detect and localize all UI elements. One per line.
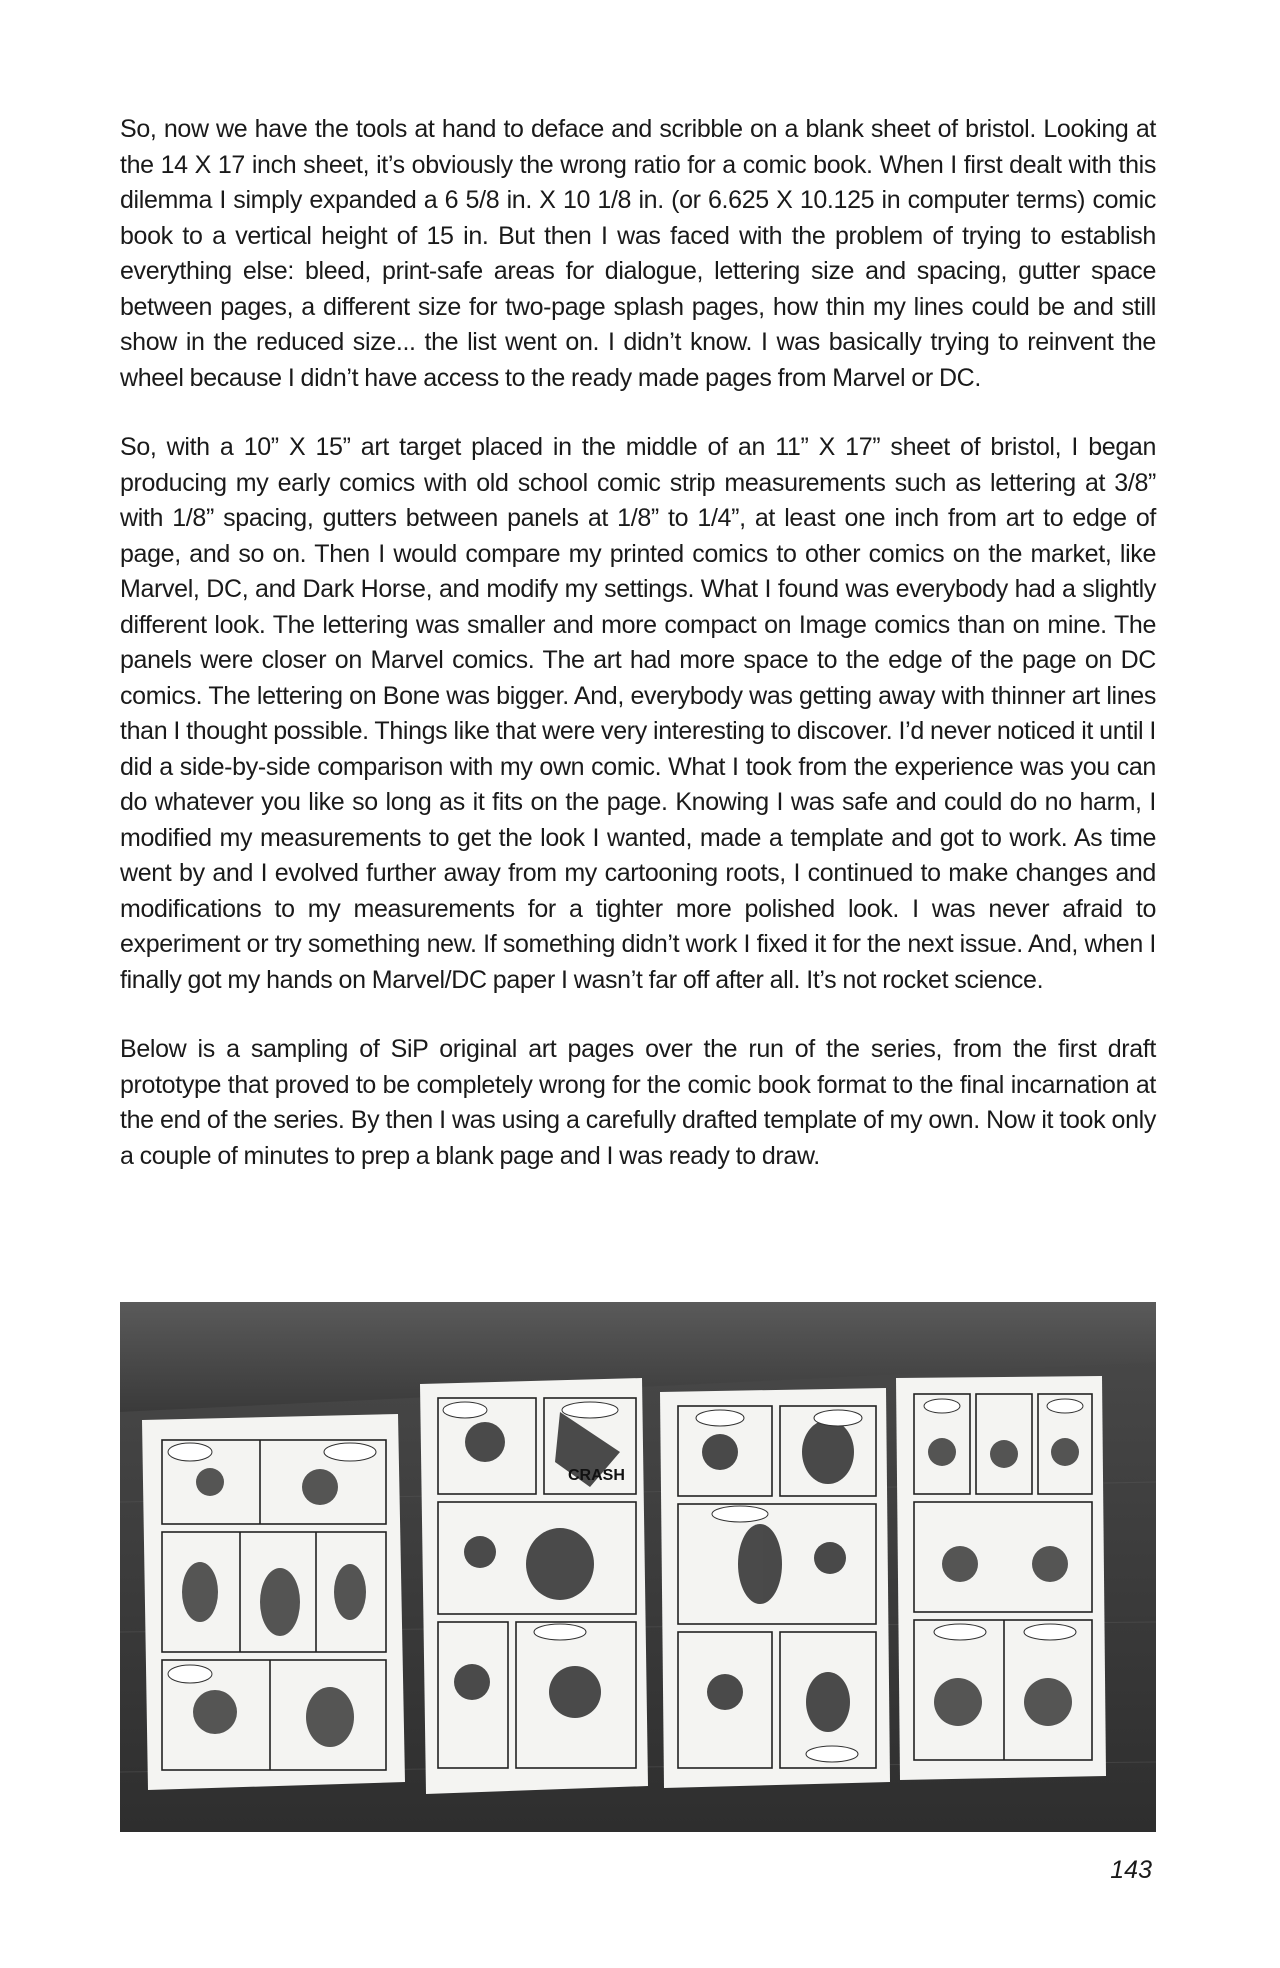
art-page-2	[420, 1378, 648, 1794]
art-page-3	[660, 1388, 890, 1788]
paragraph-2: So, with a 10” X 15” art target placed in the middle of an 11” X 17” sheet of bristol, I began producing my early comics with old school comic strip measurements such as lettering at 3/8” with 1/8” spacing, gutters between panels at 1/8” to 1/4”, at least one inch from art to edge of page, and so on. Then I would compare my printed comics to other comics on the market, like Marvel, DC, and Dark Horse, and modify my settings. What I found was everybody had a slightly different look. The lettering was smaller and more compact on Image comics than on mine. The panels were closer on Marvel comics. The art had more space to the edge of the page on DC comics. The lettering on Bone was bigger. And, everybody was getting away with thinner art lines than I thought possible. Things like that were very interesting to discover. I’d never noticed it until I did a side-by-side comparison with my own comic. What I took from the experience was you can do whatever you like so long as it fits on the page. Knowing I was safe and could do no harm, I modified my measurements to get the look I wanted, made a template and got to work. As time went by and I evolved further away from my cartooning roots, I continued to make changes and modifications to my measurements for a tighter more polished look. I was never afraid to experiment or try something new. If something didn’t work I fixed it for the next issue. And, when I finally got my hands on Marvel/DC paper I wasn’t far off after all. It’s not rocket science.	[120, 433, 1156, 994]
photo-illustration	[120, 1302, 1156, 1832]
art-page-1	[142, 1414, 405, 1790]
paragraph-3: Below is a sampling of SiP original art pages over the run of the series, from the first draft prototype that proved to be completely wrong for the comic book format to the final incarnation at the end of the series. By then I was using a carefully drafted template of my own. Now it took only a couple of minutes to prep a blank page and I was ready to draw.	[120, 1035, 1156, 1170]
original-art-pages-photo	[120, 1302, 1156, 1832]
page-number: 143	[1110, 1856, 1152, 1884]
art-page-4	[896, 1376, 1106, 1780]
crash-sfx: CRASH	[568, 1467, 625, 1484]
paragraph-1: So, now we have the tools at hand to deface and scribble on a blank sheet of bristol. Looking at the 14 X 17 inch sheet, it’s obviously the wrong ratio for a comic book. When I first dealt with this dilemma I simply expanded a 6 5/8 in. X 10 1/8 in. (or 6.625 X 10.125 in computer terms) comic book to a vertical height of 15 in. But then I was faced with the problem of trying to establish everything else: bleed, print-safe areas for dialogue, lettering size and spacing, gutter space between pages, a different size for two-page splash pages, how thin my lines could be and still show in the reduced size... the list went on. I didn’t know. I was basically trying to reinvent the wheel because I didn’t have access to the ready made pages from Marvel or DC.	[120, 115, 1156, 392]
text-column	[120, 112, 1156, 1208]
